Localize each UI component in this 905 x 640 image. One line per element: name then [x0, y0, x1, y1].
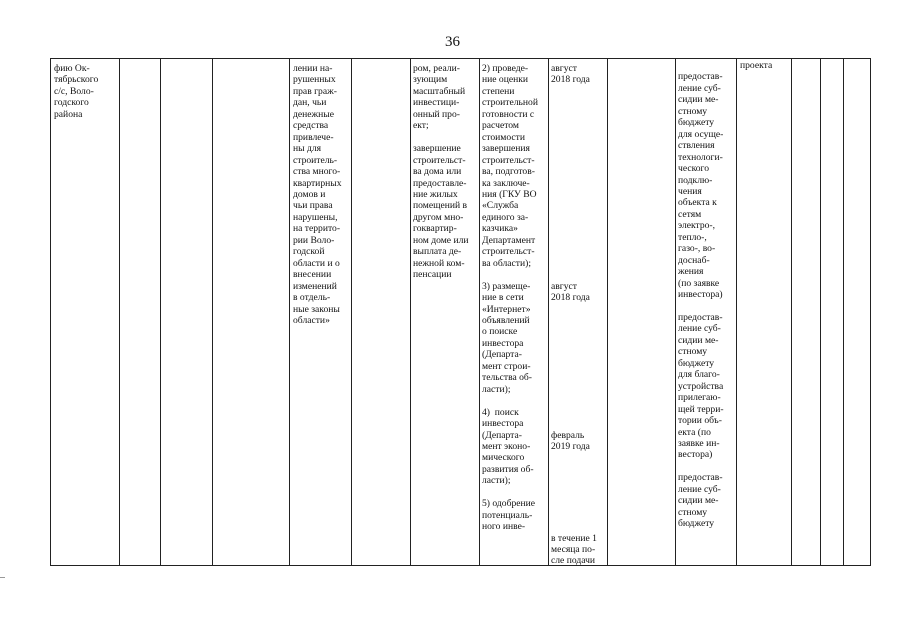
margin-mark [0, 577, 5, 578]
page-number: 36 [445, 34, 460, 50]
cell-col6: ром, реали- зующим масштабный инвестици- онный про- ект; завершение строительст- ва дома или предоставле- ние жилых помещений в другом мно- гоквартир- ном доме или выплата де- нежной ком- пенсации [413, 63, 469, 281]
cell-col8: август 2018 года август 2018 года февраль 2019 года в течение 1 месяца по- сле подачи [551, 63, 597, 565]
cell-col7: 2) проведе- ние оценки степени строительной готовности с расчетом стоимости завершения строительст- ва, подготов- ка заключе- ния (ГКУ ВО «Служба единого за- казчика» Департамент строительст- ва области); 3) размеще- ние в сети «Интернет» объявлений о поиске инвестора (Департа- мент строи- тельства об- ласти); 4) поиск инвестора (Департа- мент эконо- мического развития об- ласти); 5) одобрение потенциаль- ного инве- [482, 63, 538, 533]
cell-col4: лении на- рушенных прав граж- дан, чьи денежные средства привлече- ны для строитель- ства много- квартирных домов и чьи права нарушены, на террито- рии Воло- годской области и о внесении изменений в отдель- ные законы области» [293, 63, 342, 326]
cell-col10: предостав- ление суб- сидии ме- стному бюджету для осуще- ствления технологи- ческого подклю- чения объекта к сетям электро-, тепло-, газо-, во- доснаб- жения (по заявке инвестора) предостав- ление суб- сидии ме- стному бюджету для благо- устройства прилегаю- щей терри- тории объ- екта (по заявке ин- вестора) предостав- ление суб- сидии ме- стному бюджету [678, 71, 724, 530]
cell-col1: фию Ок- тябрьского с/с, Воло- годского района [54, 63, 99, 120]
cell-col11: проекта [740, 60, 773, 71]
